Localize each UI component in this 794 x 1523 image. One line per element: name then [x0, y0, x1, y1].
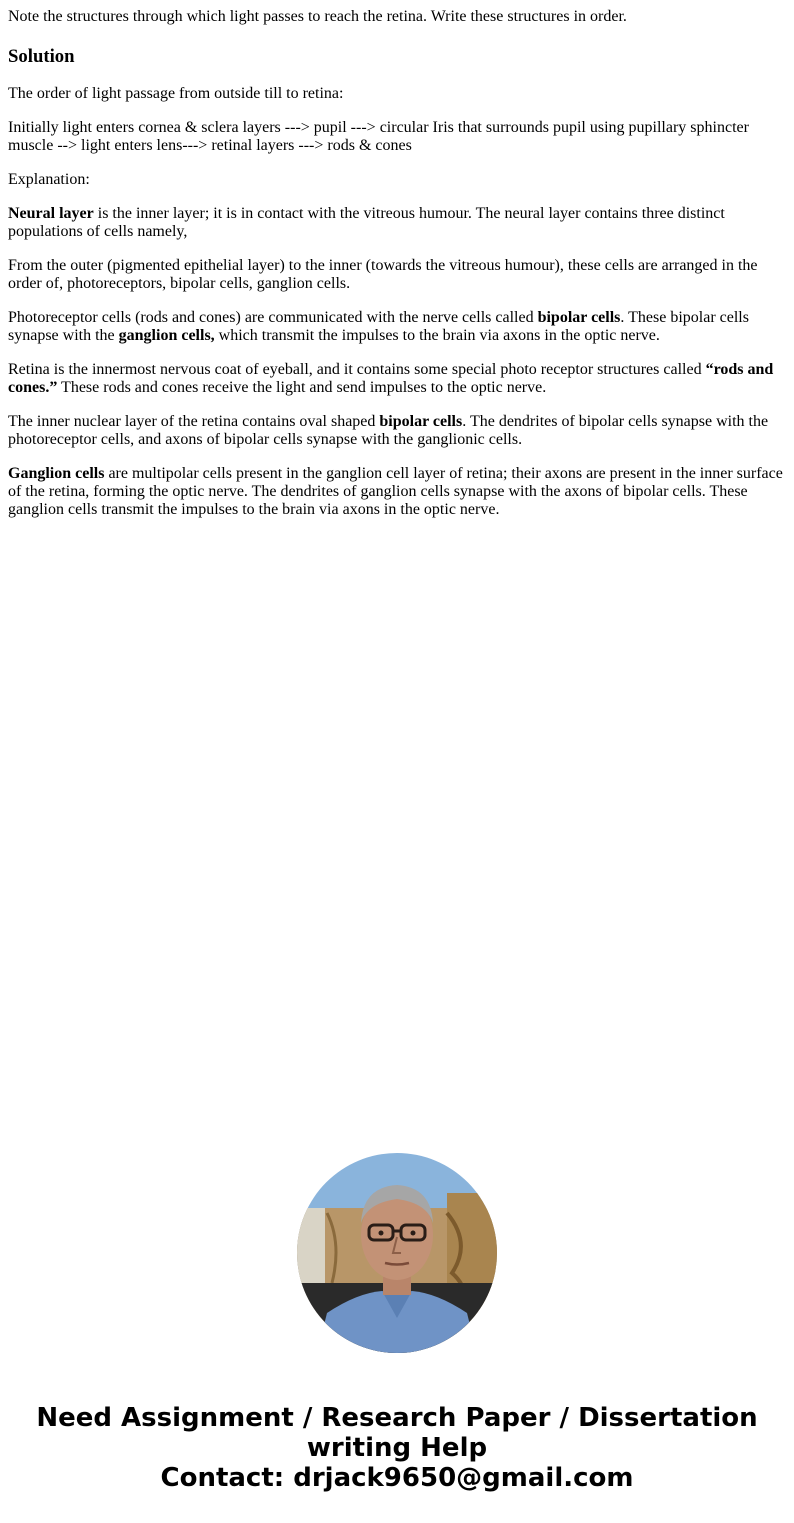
photoreceptor-text-1: Photoreceptor cells (rods and cones) are communicated with the nerve cells called: [8, 309, 538, 326]
photoreceptor-text-2: . These bipolar cells synapse with the: [8, 309, 749, 344]
neural-layer-text: is the inner layer; it is in contact with the vitreous humour. The neural layer contains three distinct populations of cells namely,: [8, 205, 725, 240]
rods-cones-term: “rods and cones.”: [8, 361, 774, 396]
promo-line-2: writing Help: [306, 1433, 488, 1463]
retina-paragraph: [8, 361, 786, 397]
neural-layer-term: Neural layer: [8, 205, 94, 222]
tutor-avatar: [297, 1153, 497, 1353]
promo-contact: Contact: drjack9650@gmail.com: [160, 1463, 634, 1493]
retina-text-1: Retina is the innermost nervous coat of eyeball, and it contains some special photo receptor structures called: [8, 361, 706, 378]
promo-banner: [0, 1403, 794, 1493]
inner-nuclear-paragraph: [8, 413, 786, 449]
question-text: Note the structures through which light passes to reach the retina. Write these structures in order.: [8, 8, 627, 25]
solution-heading: Solution: [8, 46, 75, 67]
promo-line-1: Need Assignment / Research Paper / Dissertation: [36, 1403, 758, 1433]
photoreceptor-paragraph: [8, 309, 786, 345]
neural-layer-paragraph: [8, 205, 786, 241]
photoreceptor-text-3: which transmit the impulses to the brain via axons in the optic nerve.: [214, 327, 660, 344]
ganglion-cells-term-2: Ganglion cells: [8, 465, 105, 482]
tutor-portrait-image: [297, 1153, 497, 1353]
cell-order-paragraph: From the outer (pigmented epithelial layer) to the inner (towards the vitreous humour), these cells are arranged in the order of, photoreceptors, bipolar cells, ganglion cells.: [8, 257, 758, 292]
explanation-label: Explanation:: [8, 171, 90, 188]
order-intro-paragraph: The order of light passage from outside till to retina:: [8, 85, 344, 102]
inner-nuclear-text-1: The inner nuclear layer of the retina contains oval shaped: [8, 413, 380, 430]
retina-text-2: These rods and cones receive the light and send impulses to the optic nerve.: [57, 379, 547, 396]
bipolar-cells-term-2: bipolar cells: [379, 413, 463, 430]
light-path-paragraph: Initially light enters cornea & sclera layers ---> pupil ---> circular Iris that surrounds pupil using pupillary sphincter muscle --> light enters lens---> retinal layers ---> rods & cones: [8, 119, 749, 154]
ganglion-cells-term: ganglion cells,: [118, 327, 215, 344]
inner-nuclear-text-2: . The dendrites of bipolar cells synapse with the photoreceptor cells, and axons of bipolar cells synapse with the ganglionic cells.: [8, 413, 769, 448]
solution-content: [8, 8, 786, 535]
bipolar-cells-term: bipolar cells: [537, 309, 621, 326]
ganglion-paragraph: [8, 465, 786, 519]
ganglion-text: are multipolar cells present in the ganglion cell layer of retina; their axons are present in the inner surface of the retina, forming the optic nerve. The dendrites of ganglion cells synapse with the axons of bipolar cells. These ganglion cells transmit the impulses to the brain via axons in the optic nerve.: [8, 465, 783, 518]
